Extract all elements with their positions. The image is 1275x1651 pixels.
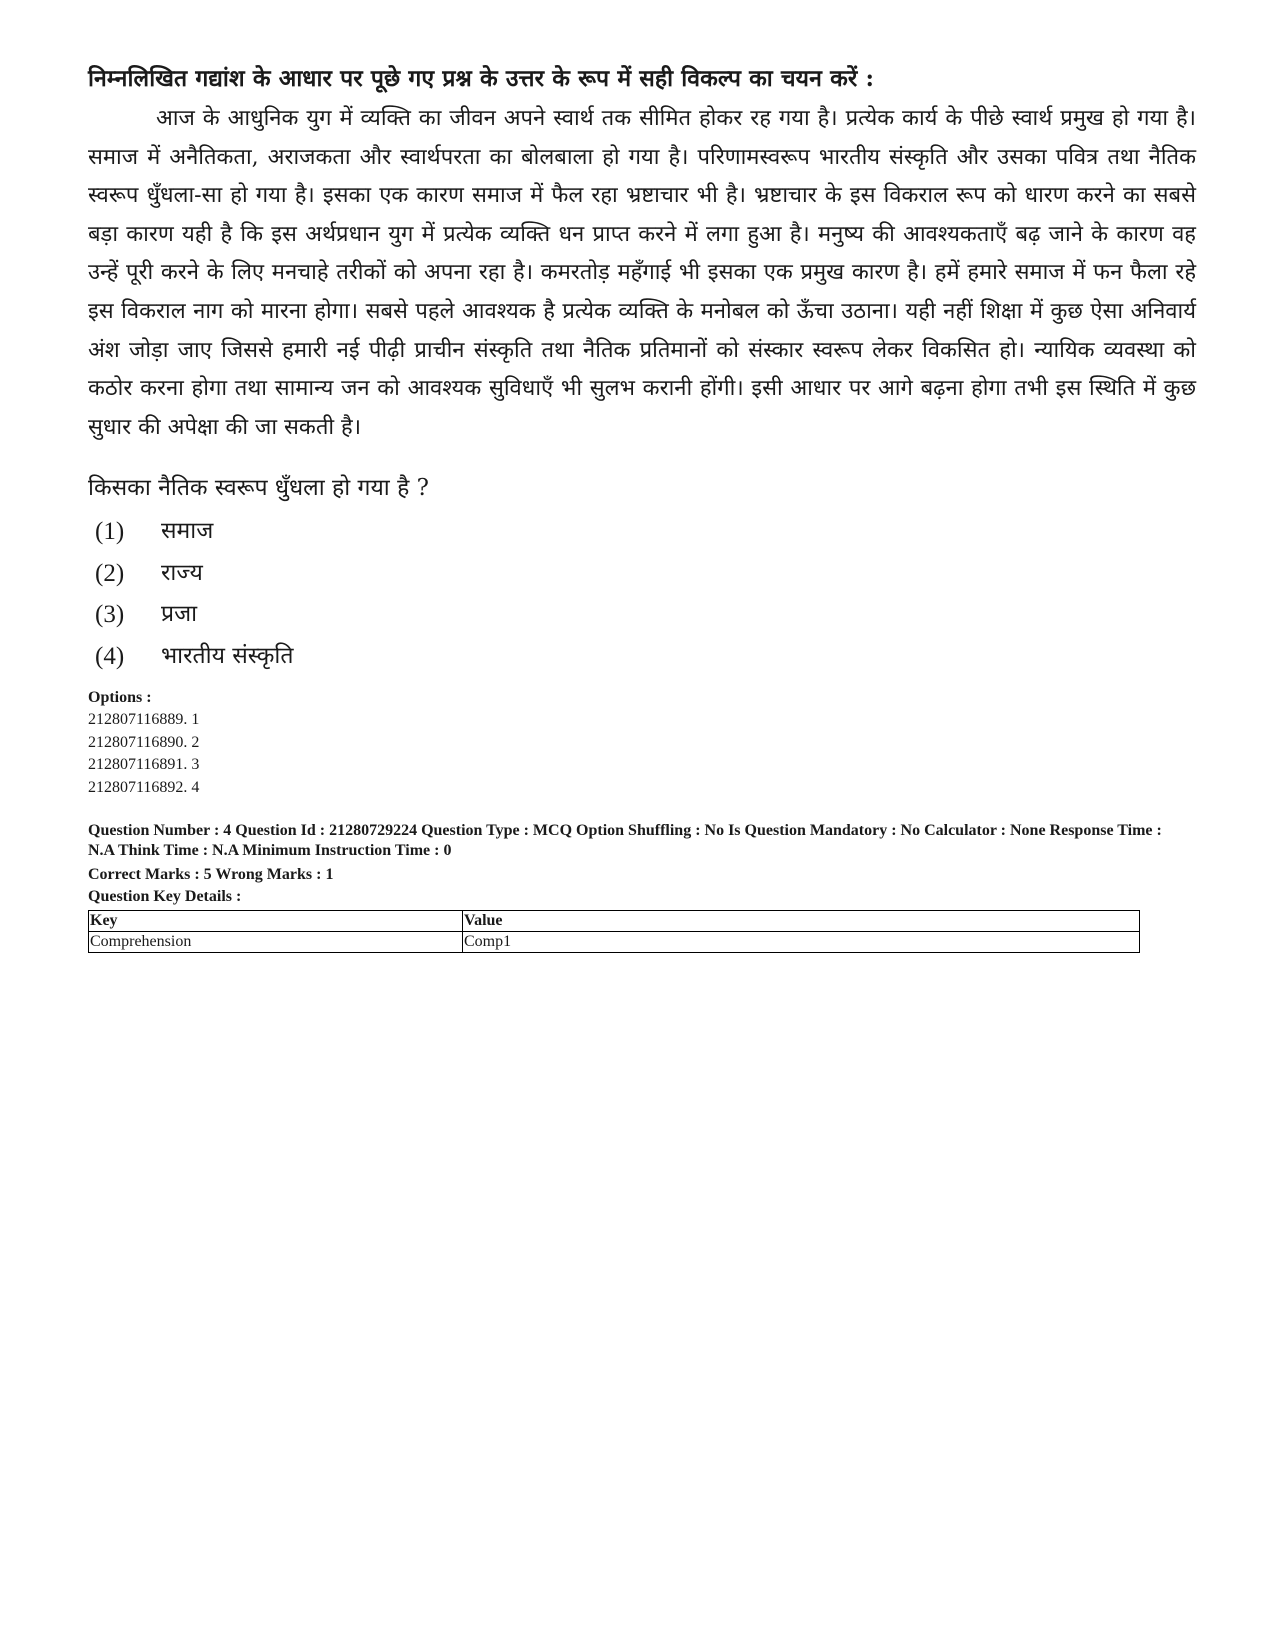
choice-list <box>88 511 1198 677</box>
option-id-2: 212807116890. 2 <box>88 733 200 751</box>
option-id-1: 212807116889. 1 <box>88 711 200 729</box>
key-details-table <box>88 910 1140 953</box>
table-cell-value: Comp1 <box>463 932 1140 953</box>
choice-1 <box>88 511 1198 553</box>
option-id-list <box>88 709 1198 799</box>
table-header-row <box>89 911 1140 932</box>
table-row <box>89 932 1140 953</box>
question-text: किसका नैतिक स्वरूप धुँधला हो गया है ? <box>88 475 429 502</box>
choice-number: (2) <box>95 559 125 587</box>
comprehension-passage: आज के आधुनिक युग में व्यक्ति का जीवन अपने स्वार्थ तक सीमित होकर रह गया है। प्रत्येक कार्य के पीछे स्वार्थ प्रमुख हो गया है। समाज में अनैतिकता, अराजकता और स्वार्थपरता का बोलबाला हो गया है। परिणामस्वरूप भारतीय संस्कृति और उसका पवित्र तथा नैतिक स्वरूप धुँधला-सा हो गया है। इसका एक कारण समाज में फैल रहा भ्रष्टाचार भी है। भ्रष्टाचार के इस विकराल रूप को धारण करने का सबसे बड़ा कारण यही है कि इस अर्थप्रधान युग में प्रत्येक व्यक्ति धन प्राप्त करने में लगा हुआ है। मनुष्य की आवश्यकताएँ बढ़ जाने के कारण वह उन्हें पूरी करने के लिए मनचाहे तरीकों को अपना रहा है। कमरतोड़ महँगाई भी इसका एक प्रमुख कारण है। हमें हमारे समाज में फन फैला रहे इस विकराल नाग को मारना होगा। सबसे पहले आवश्यक है प्रत्येक व्यक्ति के मनोबल को ऊँचा उठाना। यही नहीं शिक्षा में कुछ ऐसा अनिवार्य अंश जोड़ा जाए जिससे हमारी नई पीढ़ी प्राचीन संस्कृति तथा नैतिक प्रतिमानों को संस्कार स्वरूप लेकर विकसित हो। न्यायिक व्यवस्था को कठोर करना होगा तथा सामान्य जन को आवश्यक सुविधाएँ भी सुलभ करानी होंगी। इसी आधार पर आगे बढ़ना होगा तभी इस स्थिति में कुछ सुधार की अपेक्षा की जा सकती है। <box>88 106 1196 440</box>
choice-number: (4) <box>95 642 125 670</box>
question-info: Question Number : 4 Question Id : 21280729224 Question Type : MCQ Option Shuffling : No Is Question Mandatory : No Calculator : None Response Time : N.A Think Time : N.A Minimum Instruction Time : 0 <box>88 822 1162 859</box>
choice-text: प्रजा <box>161 601 198 628</box>
option-id-3: 212807116891. 3 <box>88 756 200 774</box>
choice-2 <box>88 553 1198 595</box>
option-id-4: 212807116892. 4 <box>88 778 200 796</box>
options-heading: Options : <box>88 689 152 707</box>
choice-number: (1) <box>95 518 125 546</box>
choice-number: (3) <box>95 601 125 629</box>
question-page <box>88 62 1198 953</box>
choice-text: समाज <box>161 518 214 545</box>
choice-text: राज्य <box>161 559 203 586</box>
marks-info: Correct Marks : 5 Wrong Marks : 1 <box>88 866 334 884</box>
choice-text: भारतीय संस्कृति <box>161 642 294 669</box>
table-header-value: Value <box>463 911 1140 932</box>
instruction-text: निम्नलिखित गद्यांश के आधार पर पूछे गए प्रश्न के उत्तर के रूप में सही विकल्प का चयन करें : <box>88 65 875 92</box>
choice-3 <box>88 594 1198 636</box>
table-cell-key: Comprehension <box>89 932 463 953</box>
table-header-key: Key <box>89 911 463 932</box>
key-details-heading: Question Key Details : <box>88 888 242 906</box>
choice-4 <box>88 636 1198 678</box>
